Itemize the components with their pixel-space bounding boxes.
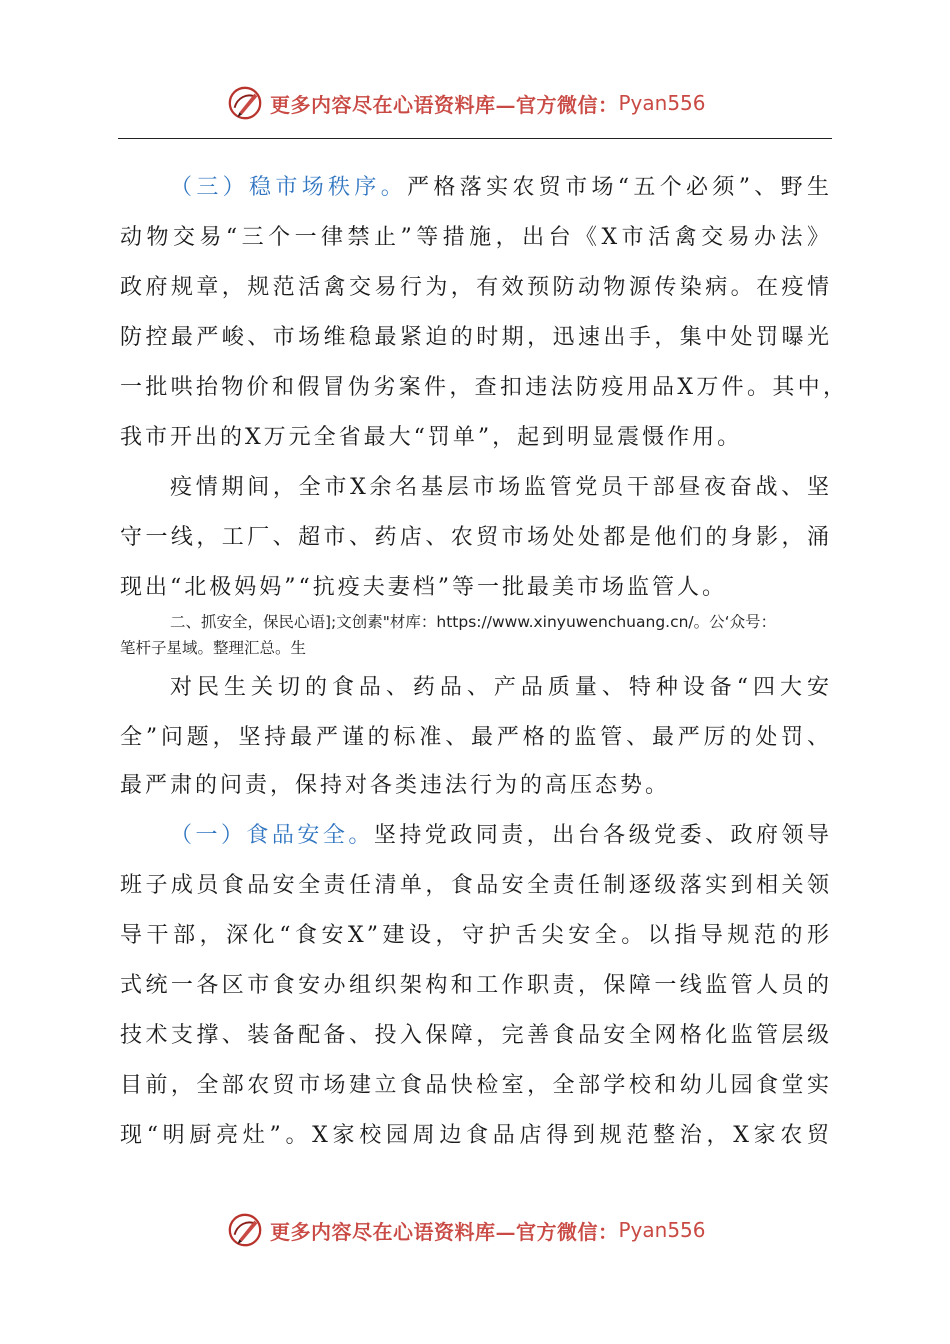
small-text-line: 二、抓安全，保民心语];文创素"材库：https://www.xinyuwenchuang.cn/。公‘众号： <box>170 613 777 631</box>
footer-slogan: 更多内容尽在心语资料库—官方微信： <box>270 1219 619 1244</box>
pen-circle-logo-icon <box>226 1211 264 1249</box>
section-heading: （一）食品安全。 <box>170 823 374 848</box>
text-line: 我市开出的X万元全省最大“罚单”，起到明显震慑作用。 <box>120 425 743 450</box>
section-heading: （三）稳市场秩序。 <box>170 175 408 200</box>
text-line: 动物交易“三个一律禁止”等措施，出台《X市活禽交易办法》 <box>120 225 832 250</box>
text-line: 目前，全部农贸市场建立食品快检室，全部学校和幼儿园食堂实 <box>120 1073 832 1098</box>
footer-wechat-id: Pyan556 <box>618 1218 706 1242</box>
text-line <box>170 173 832 203</box>
text-span: 坚持党政同责，出台各级党委、政府领导 <box>373 823 832 848</box>
text-line: 最严肃的问责，保持对各类违法行为的高压态势。 <box>120 773 671 798</box>
text-line: 政府规章，规范活禽交易行为，有效预防动物源传染病。在疫情 <box>120 275 832 300</box>
text-line: 守一线，工厂、超市、药店、农贸市场处处都是他们的身影，涌 <box>120 525 832 550</box>
header-banner <box>226 83 706 123</box>
header-divider <box>118 138 832 139</box>
header-slogan: 更多内容尽在心语资料库—官方微信： <box>270 92 619 117</box>
small-text-line: 笔杆子星域。整理汇总。生 <box>120 639 307 657</box>
text-line: 技术支撑、装备配备、投入保障，完善食品安全网格化监管层级 <box>120 1023 832 1048</box>
text-line: 现“明厨亮灶”。X家校园周边食品店得到规范整治，X家农贸 <box>120 1123 832 1148</box>
text-line: 现出“北极妈妈”“抗疫夫妻档”等一批最美市场监管人。 <box>120 575 727 600</box>
footer-banner <box>226 1210 706 1250</box>
text-line: 疫情期间，全市X余名基层市场监管党员干部昼夜奋战、坚 <box>170 475 832 500</box>
text-line: 班子成员食品安全责任清单，食品安全责任制逐级落实到相关领 <box>120 873 832 898</box>
text-line: 式统一各区市食安办组织架构和工作职责，保障一线监管人员的 <box>120 973 832 998</box>
text-line <box>170 821 832 851</box>
text-line: 全”问题，坚持最严谨的标准、最严格的监管、最严厉的处罚、 <box>120 725 832 750</box>
pen-circle-logo-icon <box>226 84 264 122</box>
text-line: 一批哄抬物价和假冒伪劣案件，查扣违法防疫用品X万件。其中， <box>120 375 848 400</box>
text-line: 对民生关切的食品、药品、产品质量、特种设备“四大安 <box>170 675 832 700</box>
text-line: 导干部，深化“食安X”建设，守护舌尖安全。以指导规范的形 <box>120 923 832 948</box>
text-line: 防控最严峻、市场维稳最紧迫的时期，迅速出手，集中处罚曝光 <box>120 325 832 350</box>
text-span: 严格落实农贸市场“五个必须”、野生 <box>407 175 832 200</box>
header-wechat-id: Pyan556 <box>618 91 706 115</box>
